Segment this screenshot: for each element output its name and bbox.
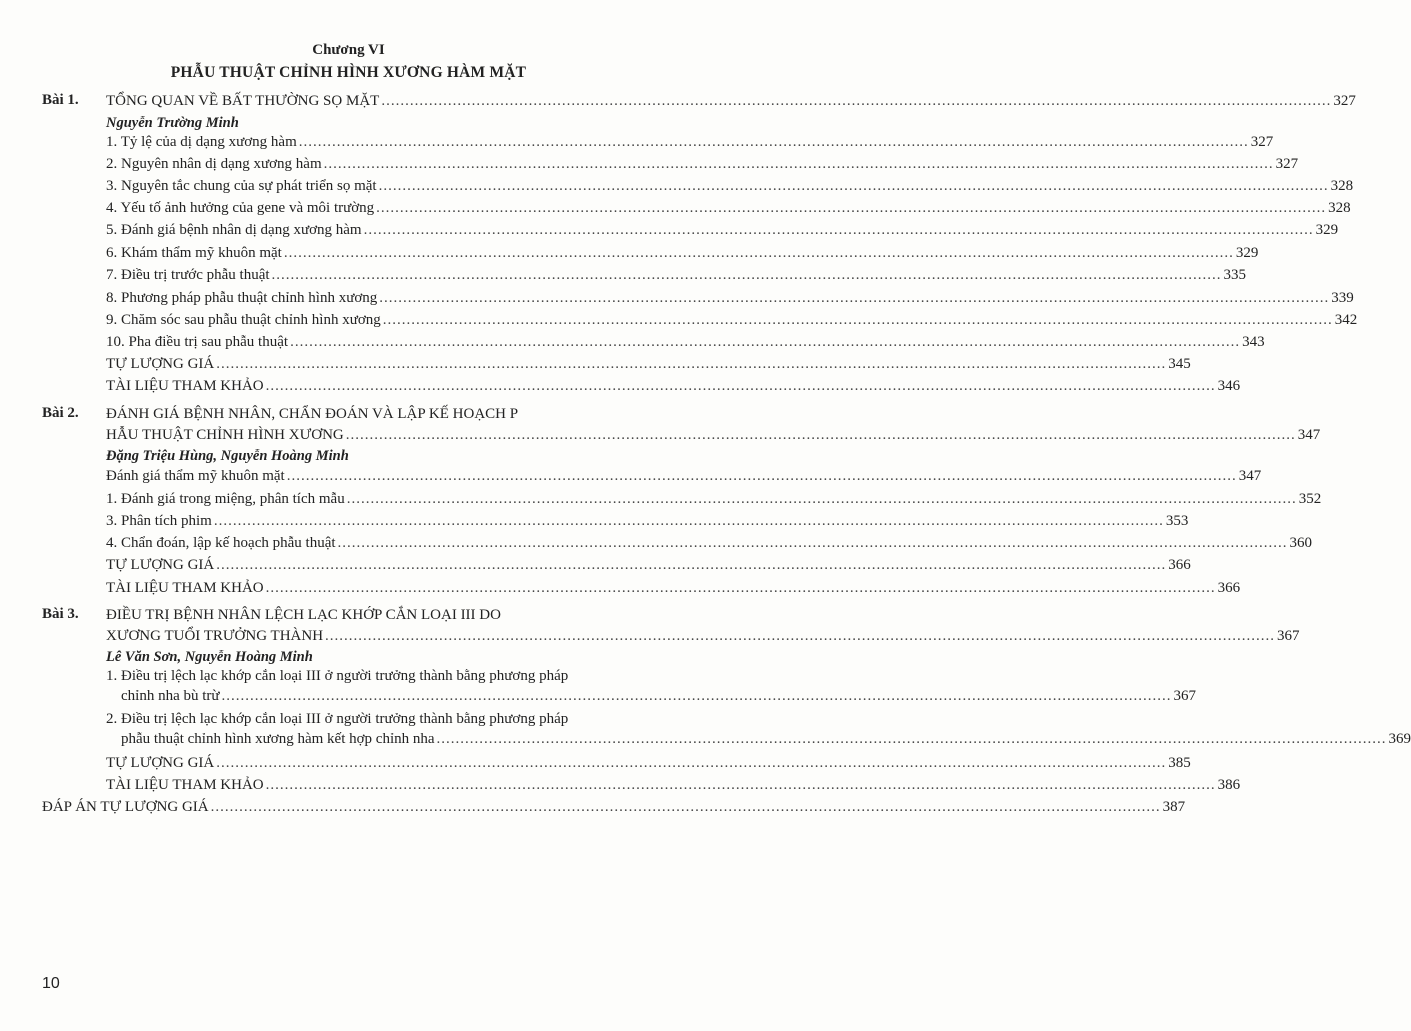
entry-text: phẫu thuật chỉnh hình xương hàm kết hợp chỉnh nha	[121, 731, 435, 747]
dot-leader: ........................................................................................................................................................................................................	[271, 267, 1222, 283]
page-ref: 335	[1223, 267, 1247, 283]
lesson-label: Bài 1.	[42, 92, 79, 108]
lesson-title: ĐIỀU TRỊ BỆNH NHÂN LỆCH LẠC KHỚP CẮN LOẠI III DO	[106, 607, 501, 623]
toc-entry	[106, 376, 1241, 397]
entry-text: 5. Đánh giá bệnh nhân dị dạng xương hàm	[106, 222, 362, 238]
chapter-number: Chương VI	[312, 42, 385, 58]
dot-leader: ........................................................................................................................................................................................................	[210, 799, 1161, 815]
entry-text: 2. Điều trị lệch lạc khớp cắn loại III ở người trưởng thành bằng phương pháp	[106, 711, 569, 727]
page-ref: 385	[1168, 755, 1191, 771]
entry-text: 1. Điều trị lệch lạc khớp cắn loại III ở người trưởng thành bằng phương pháp	[106, 668, 569, 684]
toc-entry	[106, 753, 1191, 774]
dot-leader: ........................................................................................................................................................................................................	[376, 200, 1327, 216]
lesson-author: Đặng Triệu Hùng, Nguyễn Hoàng Minh	[106, 448, 349, 464]
lesson-title: TỔNG QUAN VỀ BẤT THƯỜNG SỌ MẶT	[106, 93, 380, 109]
lesson-title: ĐÁNH GIÁ BỆNH NHÂN, CHẨN ĐOÁN VÀ LẬP KẾ HOẠCH P	[106, 406, 519, 422]
page-ref: 367	[1173, 688, 1197, 704]
page-ref: 352	[1298, 491, 1322, 507]
dot-leader: ........................................................................................................................................................................................................	[265, 777, 1216, 793]
dot-leader: ........................................................................................................................................................................................................	[346, 491, 1297, 507]
entry-text: 1. Tỷ lệ của dị dạng xương hàm	[106, 134, 297, 150]
dot-leader: ........................................................................................................................................................................................................	[221, 688, 1172, 704]
page-ref: 327	[1275, 156, 1299, 172]
dot-leader: ........................................................................................................................................................................................................	[436, 731, 1387, 747]
entry-text: ĐÁP ÁN TỰ LƯỢNG GIÁ	[42, 799, 209, 815]
dot-leader: ........................................................................................................................................................................................................	[363, 222, 1314, 238]
dot-leader: ........................................................................................................................................................................................................	[323, 156, 1274, 172]
entry-text: 3. Phân tích phim	[106, 513, 212, 529]
page-ref: 346	[1217, 378, 1241, 394]
toc-entry	[106, 198, 1351, 219]
entry-text: 2. Nguyên nhân dị dạng xương hàm	[106, 156, 322, 172]
dot-leader: ........................................................................................................................................................................................................	[286, 468, 1237, 484]
entry-text: TỰ LƯỢNG GIÁ	[106, 755, 215, 771]
dot-leader: ........................................................................................................................................................................................................	[378, 178, 1329, 194]
dot-leader: ........................................................................................................................................................................................................	[381, 93, 1332, 109]
page-ref: 328	[1328, 200, 1351, 216]
toc-entry	[106, 265, 1247, 286]
page-ref: 329	[1315, 222, 1339, 238]
dot-leader: ........................................................................................................................................................................................................	[290, 334, 1241, 350]
dot-leader: ........................................................................................................................................................................................................	[379, 290, 1330, 306]
dot-leader: ........................................................................................................................................................................................................	[265, 580, 1216, 596]
toc-entry	[42, 797, 1186, 818]
entry-text: 10. Pha điều trị sau phẫu thuật	[106, 334, 289, 350]
dot-leader: ........................................................................................................................................................................................................	[265, 378, 1216, 394]
toc-entry	[106, 555, 1191, 576]
dot-leader: ........................................................................................................................................................................................................	[298, 134, 1249, 150]
toc-entry	[106, 578, 1241, 599]
dot-leader: ........................................................................................................................................................................................................	[216, 557, 1167, 573]
entry-text: TÀI LIỆU THAM KHẢO	[106, 378, 264, 394]
lesson-title-cont: HẪU THUẬT CHỈNH HÌNH XƯƠNG	[106, 427, 344, 443]
dot-leader: ........................................................................................................................................................................................................	[345, 427, 1296, 443]
toc-entry	[106, 332, 1265, 353]
page-ref: 342	[1334, 312, 1358, 328]
page-ref: 327	[1333, 93, 1356, 109]
page-ref: 329	[1235, 245, 1259, 261]
page-number: 10	[42, 975, 60, 992]
page-ref: 339	[1331, 290, 1354, 306]
entry-text: chỉnh nha bù trừ	[121, 688, 220, 704]
dot-leader: ........................................................................................................................................................................................................	[216, 356, 1167, 372]
dot-leader: ........................................................................................................................................................................................................	[213, 513, 1164, 529]
toc-entry	[106, 310, 1358, 331]
entry-text: TỰ LƯỢNG GIÁ	[106, 557, 215, 573]
toc-entry	[106, 489, 1322, 510]
entry-text: Đánh giá thẩm mỹ khuôn mặt	[106, 468, 285, 484]
toc-entry	[106, 511, 1189, 532]
dot-leader: ........................................................................................................................................................................................................	[337, 535, 1288, 551]
entry-text: TÀI LIỆU THAM KHẢO	[106, 777, 264, 793]
dot-leader: ........................................................................................................................................................................................................	[325, 628, 1276, 644]
page-ref: 345	[1168, 356, 1191, 372]
page-ref: 353	[1165, 513, 1189, 529]
entry-text: TỰ LƯỢNG GIÁ	[106, 356, 215, 372]
lesson-label: Bài 2.	[42, 405, 79, 421]
page-ref: 328	[1330, 178, 1354, 194]
dot-leader: ........................................................................................................................................................................................................	[382, 312, 1333, 328]
page-ref: 366	[1217, 580, 1241, 596]
toc-entry	[106, 775, 1241, 796]
page-ref: 367	[1277, 628, 1300, 644]
page-ref: 343	[1242, 334, 1265, 350]
toc-entry	[121, 729, 1411, 750]
toc-entry	[106, 243, 1259, 264]
toc-entry	[106, 132, 1274, 153]
entry-text: 3. Nguyên tắc chung của sự phát triển sọ mặt	[106, 178, 377, 194]
toc-entry	[106, 154, 1299, 175]
page-ref: 386	[1217, 777, 1241, 793]
dot-leader: ........................................................................................................................................................................................................	[216, 755, 1167, 771]
page-ref: 360	[1289, 535, 1313, 551]
page-ref: 347	[1297, 427, 1321, 443]
lesson-title-cont: XƯƠNG TUỔI TRƯỞNG THÀNH	[106, 628, 324, 644]
page-ref: 347	[1238, 468, 1262, 484]
entry-text: 6. Khám thẩm mỹ khuôn mặt	[106, 245, 282, 261]
entry-text: 4. Chẩn đoán, lập kế hoạch phẫu thuật	[106, 535, 336, 551]
page-ref: 387	[1162, 799, 1186, 815]
page-ref: 327	[1250, 134, 1274, 150]
lesson-author: Nguyễn Trường Minh	[106, 115, 239, 131]
lesson-author: Lê Văn Sơn, Nguyễn Hoàng Minh	[106, 649, 313, 665]
entry-text: 4. Yếu tố ảnh hưởng của gene và môi trường	[106, 200, 375, 216]
entry-text: 8. Phương pháp phẫu thuật chỉnh hình xương	[106, 290, 378, 306]
toc-entry	[106, 533, 1313, 554]
toc-entry	[106, 425, 1321, 446]
page-ref: 369	[1388, 731, 1411, 747]
toc-entry	[106, 176, 1354, 197]
chapter-title: PHẪU THUẬT CHỈNH HÌNH XƯƠNG HÀM MẶT	[170, 64, 527, 81]
entry-text: 1. Đánh giá trong miệng, phân tích mẫu	[106, 491, 345, 507]
entry-text: TÀI LIỆU THAM KHẢO	[106, 580, 264, 596]
page-ref: 366	[1168, 557, 1191, 573]
toc-entry	[106, 626, 1300, 647]
dot-leader: ........................................................................................................................................................................................................	[283, 245, 1234, 261]
toc-entry	[106, 288, 1354, 309]
toc-entry	[106, 466, 1262, 487]
toc-entry	[121, 686, 1197, 707]
lesson-label: Bài 3.	[42, 606, 79, 622]
toc-entry	[106, 354, 1191, 375]
entry-text: 9. Chăm sóc sau phẫu thuật chỉnh hình xương	[106, 312, 381, 328]
entry-text: 7. Điều trị trước phẫu thuật	[106, 267, 270, 283]
toc-entry	[106, 220, 1339, 241]
toc-entry	[106, 91, 1356, 112]
